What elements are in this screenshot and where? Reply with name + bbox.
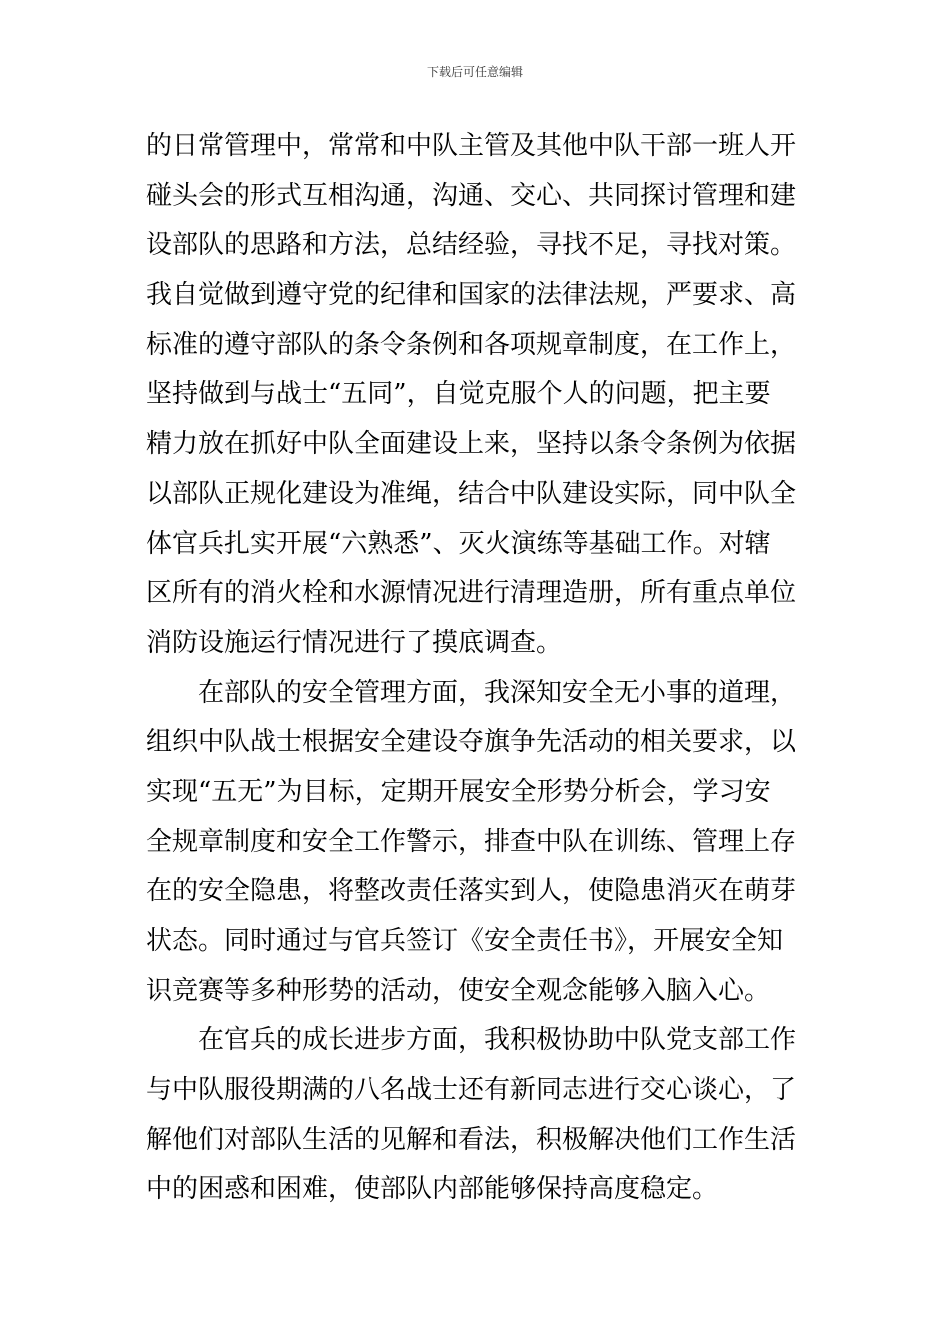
- page-header: 下载后可任意编辑: [426, 65, 523, 79]
- text-line: 设部队的思路和方法，总结经验，寻找不足，寻找对策。: [146, 230, 797, 261]
- text-line: 区所有的消火栓和水源情况进行清理造册，所有重点单位: [146, 578, 797, 609]
- text-line: 消防设施运行情况进行了摸底调查。: [146, 627, 563, 658]
- text-line: 我自觉做到遵守党的纪律和国家的法律法规，严要求、高: [146, 280, 797, 311]
- text-line: 碰头会的形式互相沟通，沟通、交心、共同探讨管理和建: [146, 180, 797, 211]
- text-line: 全规章制度和安全工作警示，排查中队在训练、管理上存: [146, 826, 797, 857]
- text-line: 识竞赛等多种形势的活动，使安全观念能够入脑入心。: [146, 975, 771, 1006]
- text-line: 解他们对部队生活的见解和看法，积极解决他们工作生活: [146, 1124, 797, 1155]
- text-line: 中的困惑和困难，使部队内部能够保持高度稳定。: [146, 1174, 719, 1205]
- text-line: 组织中队战士根据安全建设夺旗争先活动的相关要求，以: [146, 727, 797, 758]
- paragraph-1: [146, 122, 806, 669]
- text-line: 精力放在抓好中队全面建设上来，坚持以条令条例为依据: [146, 429, 797, 460]
- text-line: 标准的遵守部队的条令条例和各项规章制度，在工作上，: [146, 329, 797, 360]
- paragraph-2: [146, 669, 806, 1017]
- paragraph-3: [146, 1016, 806, 1215]
- text-line: 在官兵的成长进步方面，我积极协助中队党支部工作: [198, 1025, 797, 1056]
- text-line: 体官兵扎实开展“六熟悉”、灭火演练等基础工作。对辖: [146, 528, 771, 559]
- text-line: 在部队的安全管理方面，我深知安全无小事的道理，: [198, 677, 797, 708]
- text-line: 状态。同时通过与官兵签订《安全责任书》，开展安全知: [146, 926, 784, 956]
- text-line: 坚持做到与战士“五同”，自觉克服个人的问题，把主要: [146, 379, 771, 410]
- text-line: 与中队服役期满的八名战士还有新同志进行交心谈心，了: [146, 1075, 797, 1106]
- text-line: 实现“五无”为目标，定期开展安全形势分析会，学习安: [146, 776, 771, 807]
- text-line: 以部队正规化建设为准绳，结合中队建设实际，同中队全: [146, 478, 797, 509]
- body-text: [146, 122, 806, 1215]
- text-line: 在的安全隐患，将整改责任落实到人，使隐患消灭在萌芽: [146, 876, 797, 907]
- text-line: 的日常管理中，常常和中队主管及其他中队干部一班人开: [146, 131, 797, 161]
